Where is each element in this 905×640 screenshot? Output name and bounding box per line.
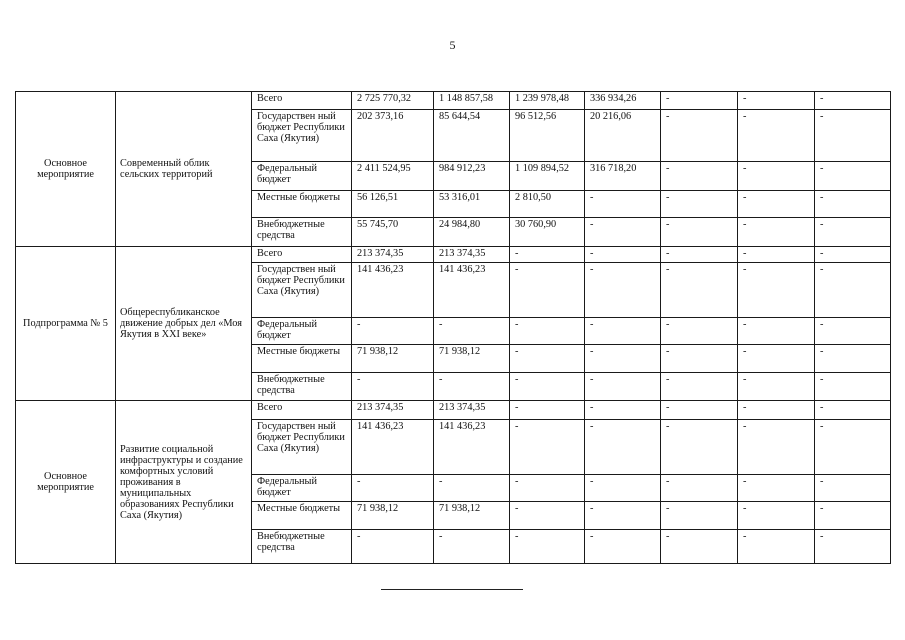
activity-type-cell: Основное мероприятие [16,92,116,247]
amount-cell: - [585,373,661,401]
amount-cell: - [434,475,510,502]
activity-title-cell: Современный облик сельских территорий [116,92,252,247]
amount-cell: - [352,373,434,401]
amount-cell: - [510,475,585,502]
amount-cell: - [738,475,815,502]
amount-cell: 24 984,80 [434,218,510,247]
amount-cell: - [661,191,738,218]
amount-cell: - [585,345,661,373]
amount-cell: 1 148 857,58 [434,92,510,110]
amount-cell: 141 436,23 [434,420,510,475]
amount-cell: - [815,401,891,420]
amount-cell: - [738,345,815,373]
amount-cell: - [815,110,891,162]
amount-cell: - [738,247,815,263]
amount-cell: - [661,162,738,191]
amount-cell: - [815,475,891,502]
funding-source-cell: Местные бюджеты [252,502,352,530]
amount-cell: - [815,263,891,318]
amount-cell: - [434,373,510,401]
amount-cell: - [661,218,738,247]
activity-type-cell: Основное мероприятие [16,401,116,564]
amount-cell: - [510,247,585,263]
amount-cell: - [661,110,738,162]
amount-cell: - [585,263,661,318]
funding-source-cell: Внебюджетные средства [252,218,352,247]
amount-cell: - [815,373,891,401]
amount-cell: - [585,502,661,530]
amount-cell: 213 374,35 [352,247,434,263]
amount-cell: - [738,191,815,218]
amount-cell: 56 126,51 [352,191,434,218]
amount-cell: - [738,502,815,530]
amount-cell: - [510,420,585,475]
amount-cell: - [738,218,815,247]
amount-cell: - [815,191,891,218]
amount-cell: - [661,502,738,530]
amount-cell: - [738,92,815,110]
table-body [16,92,891,564]
amount-cell: 141 436,23 [434,263,510,318]
amount-cell: - [434,530,510,564]
amount-cell: - [510,373,585,401]
amount-cell: - [510,318,585,345]
amount-cell: - [510,345,585,373]
funding-source-cell: Всего [252,92,352,110]
amount-cell: - [661,92,738,110]
amount-cell: 141 436,23 [352,263,434,318]
amount-cell: - [585,401,661,420]
amount-cell: 53 316,01 [434,191,510,218]
amount-cell: - [352,530,434,564]
amount-cell: 20 216,06 [585,110,661,162]
amount-cell: - [510,530,585,564]
amount-cell: 85 644,54 [434,110,510,162]
amount-cell: - [661,420,738,475]
amount-cell: 336 934,26 [585,92,661,110]
amount-cell: - [815,92,891,110]
amount-cell: 2 725 770,32 [352,92,434,110]
amount-cell: - [661,373,738,401]
amount-cell: - [510,263,585,318]
amount-cell: - [815,530,891,564]
amount-cell: 71 938,12 [352,345,434,373]
amount-cell: 71 938,12 [352,502,434,530]
funding-source-cell: Федеральный бюджет [252,318,352,345]
amount-cell: - [815,318,891,345]
amount-cell: - [815,420,891,475]
amount-cell: 96 512,56 [510,110,585,162]
amount-cell: - [352,475,434,502]
amount-cell: - [585,530,661,564]
amount-cell: - [510,502,585,530]
activity-title-cell: Развитие социальной инфраструктуры и создание комфортных условий проживания в муниципальных образованиях Республики Саха (Якутия) [116,401,252,564]
amount-cell: - [738,110,815,162]
amount-cell: - [738,401,815,420]
amount-cell: - [585,318,661,345]
amount-cell: 2 411 524,95 [352,162,434,191]
amount-cell: 71 938,12 [434,502,510,530]
amount-cell: 30 760,90 [510,218,585,247]
amount-cell: - [434,318,510,345]
table-row [16,92,891,110]
funding-source-cell: Федеральный бюджет [252,475,352,502]
amount-cell: - [738,263,815,318]
end-rule [381,589,523,590]
amount-cell: 1 109 894,52 [510,162,585,191]
amount-cell: - [352,318,434,345]
amount-cell: - [661,318,738,345]
amount-cell: 316 718,20 [585,162,661,191]
amount-cell: 1 239 978,48 [510,92,585,110]
funding-source-cell: Всего [252,401,352,420]
amount-cell: - [815,345,891,373]
funding-source-cell: Местные бюджеты [252,345,352,373]
amount-cell: 71 938,12 [434,345,510,373]
funding-source-cell: Всего [252,247,352,263]
funding-source-cell: Государствен ный бюджет Республики Саха (Якутия) [252,263,352,318]
funding-source-cell: Местные бюджеты [252,191,352,218]
amount-cell: - [585,420,661,475]
funding-table [15,91,891,564]
amount-cell: - [815,502,891,530]
amount-cell: - [738,530,815,564]
page-number: 5 [449,38,456,52]
amount-cell: - [510,401,585,420]
amount-cell: 984 912,23 [434,162,510,191]
amount-cell: 213 374,35 [352,401,434,420]
amount-cell: - [661,345,738,373]
amount-cell: 141 436,23 [352,420,434,475]
amount-cell: - [738,420,815,475]
amount-cell: - [661,247,738,263]
amount-cell: - [661,530,738,564]
funding-source-cell: Внебюджетные средства [252,373,352,401]
amount-cell: 2 810,50 [510,191,585,218]
amount-cell: - [738,162,815,191]
funding-source-cell: Федеральный бюджет [252,162,352,191]
amount-cell: - [585,475,661,502]
amount-cell: 213 374,35 [434,401,510,420]
amount-cell: - [815,247,891,263]
amount-cell: - [661,475,738,502]
amount-cell: 55 745,70 [352,218,434,247]
amount-cell: - [585,247,661,263]
table-row [16,401,891,420]
amount-cell: - [815,218,891,247]
table-row [16,247,891,263]
activity-type-cell: Подпрограмма № 5 [16,247,116,401]
amount-cell: 202 373,16 [352,110,434,162]
amount-cell: - [585,191,661,218]
amount-cell: - [585,218,661,247]
funding-source-cell: Внебюджетные средства [252,530,352,564]
amount-cell: - [815,162,891,191]
amount-cell: - [738,373,815,401]
amount-cell: - [661,401,738,420]
amount-cell: - [661,263,738,318]
activity-title-cell: Общереспубликанское движение добрых дел «Моя Якутия в XXI веке» [116,247,252,401]
amount-cell: 213 374,35 [434,247,510,263]
funding-source-cell: Государствен ный бюджет Республики Саха (Якутия) [252,110,352,162]
amount-cell: - [738,318,815,345]
funding-source-cell: Государствен ный бюджет Республики Саха (Якутия) [252,420,352,475]
